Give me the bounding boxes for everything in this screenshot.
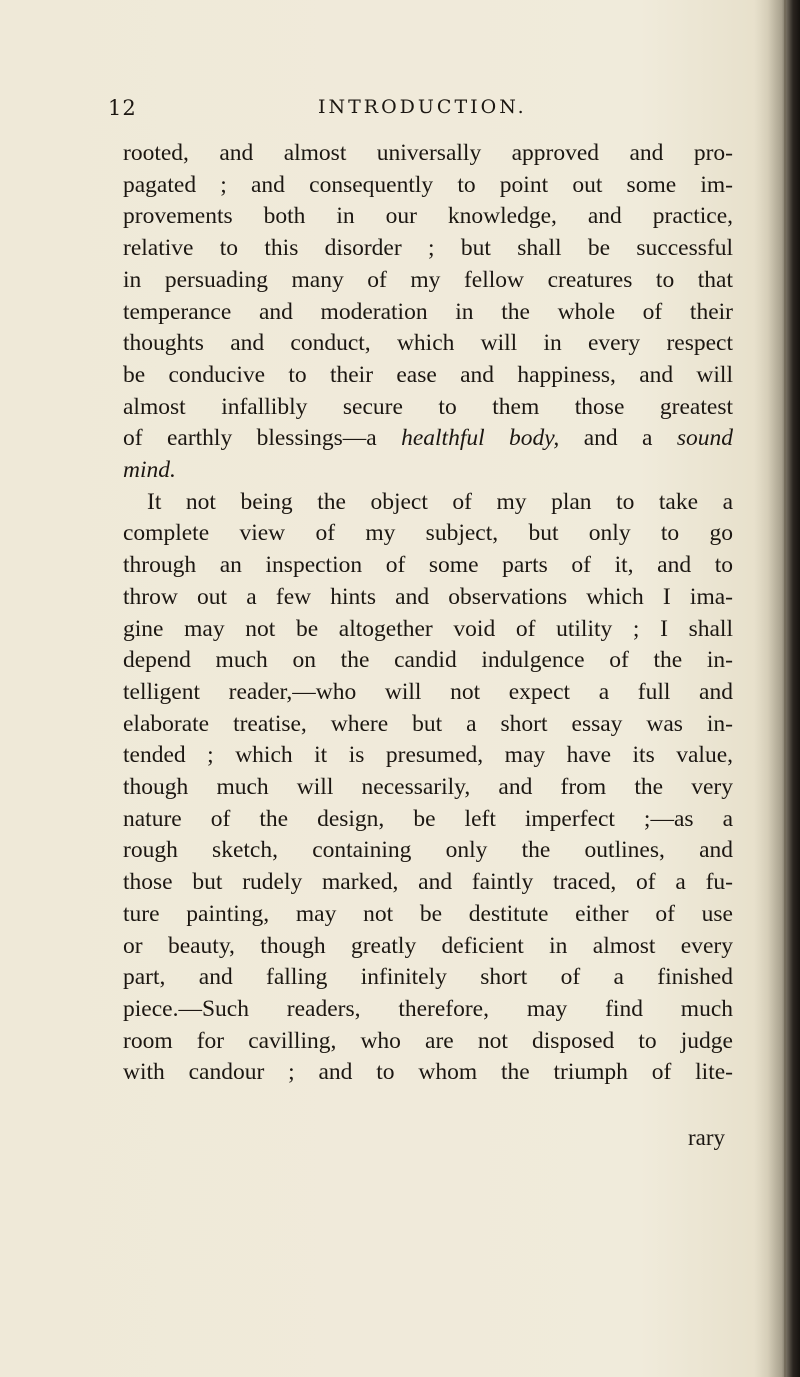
running-head — [108, 96, 748, 126]
text-fragment: of earthly blessings—a — [123, 425, 377, 452]
page-binding-line — [784, 0, 786, 1377]
text-line: gine may not be altogether void of utility ; I shall — [123, 615, 733, 642]
text-line: through an inspection of some parts of it, and to — [123, 552, 733, 579]
text-line: though much will necessarily, and from the very — [123, 774, 733, 801]
text-line: ture painting, may not be destitute either of use — [123, 900, 733, 927]
text-line: depend much on the candid indulgence of the in- — [123, 647, 733, 674]
italic-phrase: healthful body, — [401, 425, 560, 452]
text-line: room for cavilling, who are not disposed to judge — [123, 1027, 733, 1054]
italic-phrase: sound — [676, 425, 733, 452]
text-line: nature of the design, be left imperfect ;—as a — [123, 805, 733, 832]
text-line: pagated ; and consequently to point out some im- — [123, 171, 733, 198]
text-line: throw out a few hints and observations which I ima- — [123, 583, 733, 610]
text-line: provements both in our knowledge, and practice, — [123, 203, 733, 230]
text-fragment: It not being the object of my plan to take a — [147, 488, 733, 515]
page-number: 12 — [108, 96, 137, 120]
text-line: almost infallibly secure to them those greatest — [123, 393, 733, 420]
text-line: tended ; which it is presumed, may have its value, — [123, 742, 733, 769]
page-binding-shadow — [754, 0, 800, 1377]
paragraph-start-line — [123, 487, 733, 519]
text-fragment: and a — [583, 425, 653, 452]
text-line: with candour ; and to whom the triumph of lite- — [123, 1059, 733, 1086]
text-line: complete view of my subject, but only to go — [123, 520, 733, 547]
text-line: elaborate treatise, where but a short essay was in- — [123, 710, 733, 737]
text-line: thoughts and conduct, which will in every respect — [123, 330, 733, 357]
italic-phrase: mind. — [123, 457, 176, 484]
text-line: or beauty, though greatly deficient in almost every — [123, 932, 733, 959]
text-line-italic — [123, 455, 733, 487]
text-line: rooted, and almost universally approved and pro- — [123, 140, 733, 166]
text-line: piece.—Such readers, therefore, may find much — [123, 995, 733, 1022]
running-head-title: INTRODUCTION. — [318, 96, 527, 118]
text-line-with-italics — [123, 423, 733, 455]
body-text — [123, 138, 733, 1089]
text-line: rough sketch, containing only the outlines, and — [123, 837, 733, 864]
text-line: relative to this disorder ; but shall be successful — [123, 235, 733, 262]
text-line: telligent reader,—who will not expect a full and — [123, 678, 733, 705]
text-line: be conducive to their ease and happiness, and will — [123, 361, 733, 388]
catchword: rary — [688, 1125, 726, 1150]
text-line: part, and falling infinitely short of a finished — [123, 964, 733, 991]
text-line: those but rudely marked, and faintly traced, of a fu- — [123, 869, 733, 896]
text-line: in persuading many of my fellow creatures to that — [123, 266, 733, 293]
text-line: temperance and moderation in the whole of their — [123, 298, 733, 325]
